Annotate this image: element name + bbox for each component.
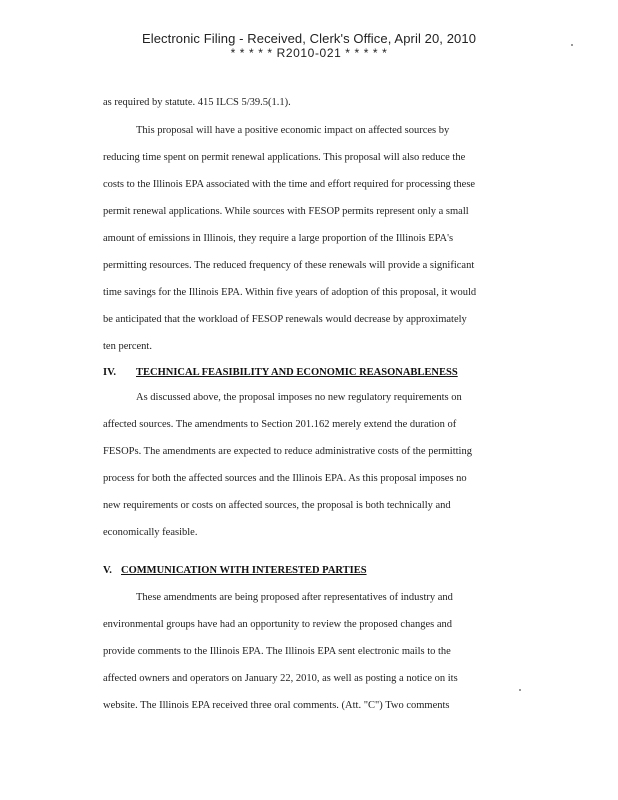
paragraph-line: These amendments are being proposed after representatives of industry and <box>136 592 453 603</box>
paragraph-line: as required by statute. 415 ILCS 5/39.5(1.1). <box>103 97 291 108</box>
paragraph-line: ten percent. <box>103 341 152 352</box>
section-number: IV. <box>103 367 116 378</box>
paragraph-line: affected sources. The amendments to Section 201.162 merely extend the duration of <box>103 419 457 430</box>
paragraph-line: As discussed above, the proposal imposes no new regulatory requirements on <box>136 392 462 403</box>
paragraph-line: affected owners and operators on January 22, 2010, as well as posting a notice on its <box>103 673 458 684</box>
paragraph-line: permit renewal applications. While sources with FESOP permits represent only a small <box>103 206 469 217</box>
paragraph-line: economically feasible. <box>103 527 198 538</box>
paragraph-line: provide comments to the Illinois EPA. The Illinois EPA sent electronic mails to the <box>103 646 451 657</box>
scan-speck <box>571 44 573 46</box>
paragraph-line: environmental groups have had an opportunity to review the proposed changes and <box>103 619 453 630</box>
paragraph-line: amount of emissions in Illinois, they require a large proportion of the Illinois EPA's <box>103 233 454 244</box>
paragraph-line: costs to the Illinois EPA associated with the time and effort required for processing these <box>103 179 476 190</box>
docket-number: * * * * * R2010-021 * * * * * <box>230 46 388 60</box>
paragraph-line: reducing time spent on permit renewal applications. This proposal will also reduce the <box>103 152 466 163</box>
section-heading: TECHNICAL FEASIBILITY AND ECONOMIC REASONABLENESS <box>136 367 458 378</box>
paragraph-line: permitting resources. The reduced frequency of these renewals will provide a significant <box>103 260 475 271</box>
paragraph-line: be anticipated that the workload of FESOP renewals would decrease by approximately <box>103 314 467 325</box>
paragraph-line: process for both the affected sources and the Illinois EPA. As this proposal imposes no <box>103 473 467 484</box>
section-number: V. <box>103 565 112 576</box>
paragraph-line: time savings for the Illinois EPA. Within five years of adoption of this proposal, it would <box>103 287 477 298</box>
filing-stamp: Electronic Filing - Received, Clerk's Office, April 20, 2010 <box>141 31 477 46</box>
scan-speck <box>519 689 521 691</box>
paragraph-line: new requirements or costs on affected sources, the proposal is both technically and <box>103 500 451 511</box>
paragraph-line: This proposal will have a positive economic impact on affected sources by <box>136 125 450 136</box>
paragraph-line: website. The Illinois EPA received three oral comments. (Att. "C") Two comments <box>103 700 450 711</box>
paragraph-line: FESOPs. The amendments are expected to reduce administrative costs of the permitting <box>103 446 472 457</box>
section-heading: COMMUNICATION WITH INTERESTED PARTIES <box>121 565 367 576</box>
